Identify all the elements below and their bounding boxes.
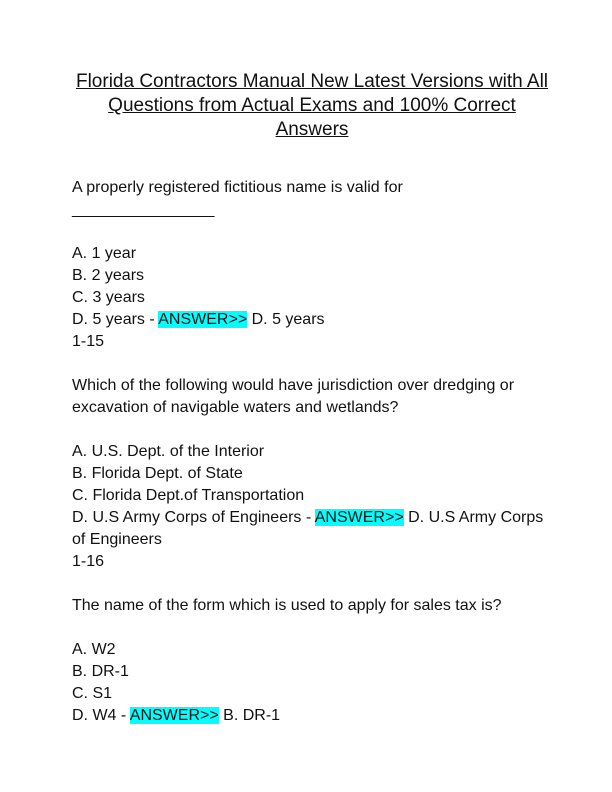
question-line: excavation of navigable waters and wetlands? bbox=[72, 399, 399, 416]
answer-marker: ANSWER>> bbox=[129, 707, 219, 724]
question-line: ________________ bbox=[72, 201, 215, 218]
question-line: The name of the form which is used to apply for sales tax is? bbox=[72, 597, 502, 614]
option-c: C. 3 years bbox=[72, 289, 145, 306]
option-d-text: D. U.S Army Corps of Engineers - bbox=[72, 509, 315, 526]
title-line-1: Florida Contractors Manual New Latest Versions with All bbox=[75, 71, 549, 92]
title-line-2: Questions from Actual Exams and 100% Correct Answers bbox=[108, 95, 516, 140]
option-list bbox=[72, 243, 552, 331]
question-block-3 bbox=[72, 595, 552, 727]
answer-text: D. U.S Army Corps of Engineers bbox=[72, 509, 544, 548]
answer-marker: ANSWER>> bbox=[314, 509, 404, 526]
document-title bbox=[72, 70, 552, 142]
option-d-text: D. 5 years - bbox=[72, 311, 159, 328]
option-a: A. 1 year bbox=[72, 245, 137, 262]
reference-number: 1-15 bbox=[72, 333, 105, 350]
option-b: B. DR-1 bbox=[72, 663, 129, 680]
option-list bbox=[72, 639, 552, 727]
question-text bbox=[72, 177, 552, 221]
option-a: A. W2 bbox=[72, 641, 116, 658]
option-d-text: D. W4 - bbox=[72, 707, 130, 724]
question-line: A properly registered fictitious name is valid for bbox=[72, 179, 403, 196]
option-b: B. 2 years bbox=[72, 267, 145, 284]
option-d bbox=[72, 705, 552, 727]
reference-number: 1-16 bbox=[72, 553, 105, 570]
option-b: B. Florida Dept. of State bbox=[72, 465, 243, 482]
answer-marker: ANSWER>> bbox=[158, 311, 248, 328]
option-d bbox=[72, 309, 552, 331]
option-d bbox=[72, 507, 552, 551]
answer-text: B. DR-1 bbox=[218, 707, 281, 724]
question-block-1 bbox=[72, 177, 552, 353]
question-text bbox=[72, 595, 552, 617]
option-c: C. Florida Dept.of Transportation bbox=[72, 487, 305, 504]
option-a: A. U.S. Dept. of the Interior bbox=[72, 443, 265, 460]
question-text bbox=[72, 375, 552, 419]
option-list bbox=[72, 441, 552, 551]
question-block-2 bbox=[72, 375, 552, 573]
question-line: Which of the following would have jurisdiction over dredging or bbox=[72, 377, 515, 394]
answer-text: D. 5 years bbox=[247, 311, 325, 328]
option-c: C. S1 bbox=[72, 685, 113, 702]
